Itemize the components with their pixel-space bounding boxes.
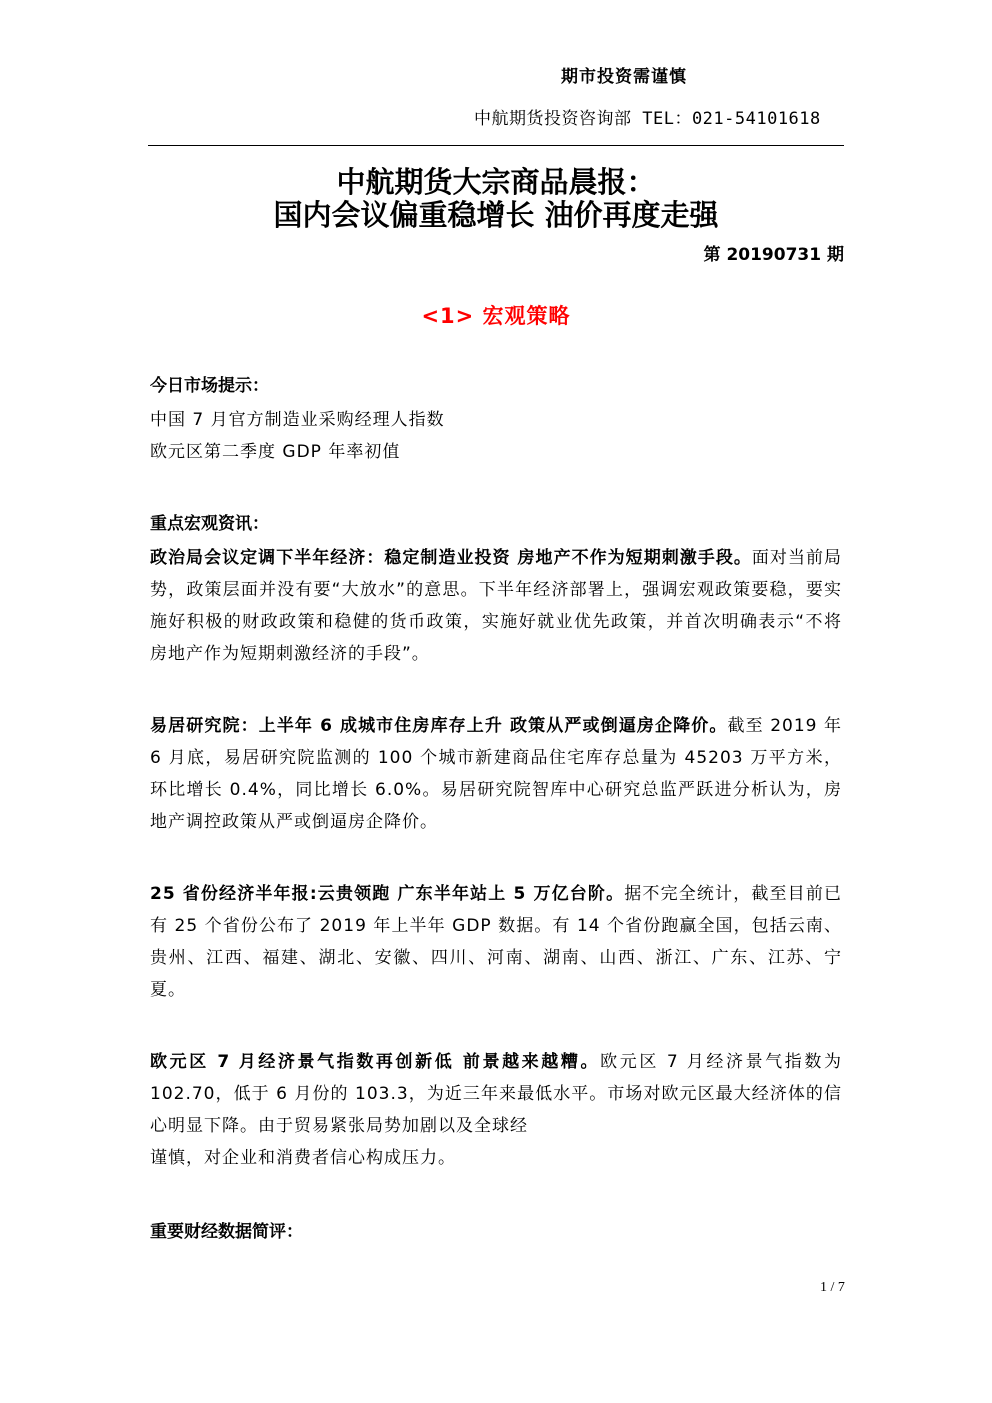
header-warning: 期市投资需谨慎: [561, 67, 687, 87]
header-contact: 中航期货投资咨询部 TEL：021-54101618: [474, 109, 821, 129]
header-divider: [148, 145, 844, 146]
issue-number: 第 20190731 期: [703, 245, 844, 265]
news-item: [150, 1046, 842, 1174]
news-headline: 25 省份经济半年报:云贵领跑 广东半年站上 5 万亿台阶。: [150, 884, 625, 904]
news-body: 据不完全统计，截至目前已有 25 个省份公布了 2019 年上半年 GDP 数据。有 14 个省份跑赢全国，包括云南、贵州、江西、福建、湖北、安徽、四川、河南、湖南、山西、浙江、广东、江苏、宁夏。: [150, 884, 842, 1000]
report-subtitle: 国内会议偏重稳增长 油价再度走强: [273, 198, 719, 232]
market-tip-item: 欧元区第二季度 GDP 年率初值: [150, 442, 401, 462]
market-tips-label: 今日市场提示：: [150, 376, 269, 396]
news-headline: 欧元区 7 月经济景气指数再创新低 前景越来越糟。: [150, 1052, 601, 1072]
news-headline: 易居研究院：上半年 6 成城市住房库存上升 政策从严或倒逼房企降价。: [150, 716, 728, 736]
news-item: [150, 878, 842, 1006]
report-title: 中航期货大宗商品晨报：: [336, 165, 656, 199]
macro-news-label: 重点宏观资讯：: [150, 514, 269, 534]
news-body: 欧元区 7 月经济景气指数为 102.70，低于 6 月份的 103.3，为近三年来最低水平。市场对欧元区最大经济体的信心明显下降。由于贸易紧张局势加剧以及全球经: [150, 1052, 842, 1136]
news-body: 面对当前局势，政策层面并没有要“大放水”的意思。下半年经济部署上，强调宏观政策要稳，要实施好积极的财政政策和稳健的货币政策，实施好就业优先政策，并首次明确表示“不将房地产作为短期刺激经济的手段”。: [150, 548, 843, 664]
news-body: 截至 2019 年 6 月底，易居研究院监测的 100 个城市新建商品住宅库存总量为 45203 万平方米，环比增长 0.4%，同比增长 6.0%。易居研究院智库中心研究总监严跃进分析认为，房地产调控政策从严或倒逼房企降价。: [150, 716, 842, 832]
market-tip-item: 中国 7 月官方制造业采购经理人指数: [150, 410, 445, 430]
news-headline: 政治局会议定调下半年经济：稳定制造业投资 房地产不作为短期刺激手段。: [150, 548, 752, 568]
page-number: 1 / 7: [820, 1280, 845, 1295]
report-body: [150, 368, 842, 1250]
news-item: [150, 542, 842, 670]
news-item: [150, 710, 842, 838]
section-heading: <1> 宏观策略: [421, 304, 571, 328]
data-review-label: 重要财经数据简评：: [150, 1222, 303, 1242]
news-body-tail: 谨慎，对企业和消费者信心构成压力。: [150, 1148, 456, 1168]
